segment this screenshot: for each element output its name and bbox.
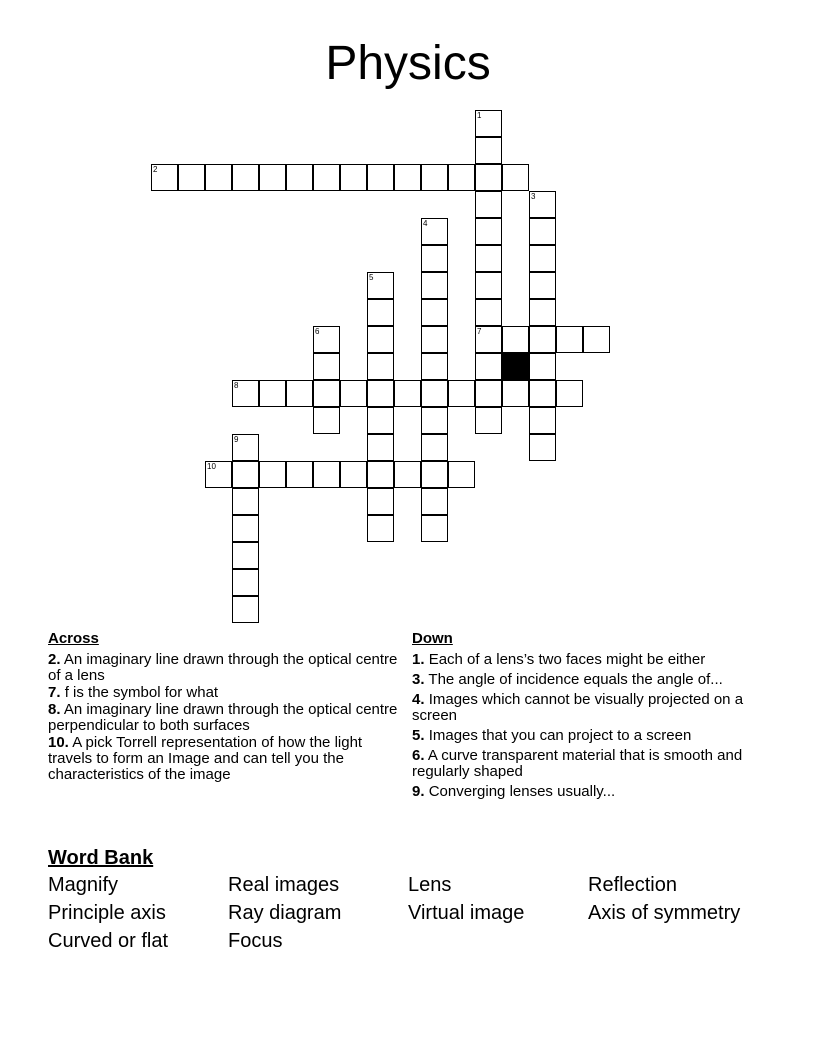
grid-cell[interactable] — [286, 380, 313, 407]
clue-text: An imaginary line drawn through the optical centre of a lens — [48, 651, 398, 684]
grid-cell[interactable] — [502, 380, 529, 407]
clue-text: f is the symbol for what — [64, 684, 219, 701]
word-bank-item: Real images — [228, 874, 340, 896]
cell-number: 9 — [234, 435, 239, 444]
grid-cell[interactable] — [394, 380, 421, 407]
grid-cell[interactable] — [313, 380, 340, 407]
grid-cell[interactable] — [529, 191, 556, 218]
grid-cell[interactable] — [367, 488, 394, 515]
clue-number: 3. — [412, 671, 425, 688]
puzzle-title: Physics — [325, 37, 491, 90]
clue-text: Each of a lens’s two faces might be either — [428, 651, 706, 668]
grid-cell[interactable] — [421, 434, 448, 461]
grid-cell[interactable] — [313, 461, 340, 488]
cell-number: 7 — [477, 327, 482, 336]
grid-cell[interactable] — [205, 461, 232, 488]
grid-cell[interactable] — [475, 353, 502, 380]
grid-cell[interactable] — [475, 110, 502, 137]
grid-cell[interactable] — [475, 245, 502, 272]
grid-cell[interactable] — [502, 326, 529, 353]
clue-number: 1. — [412, 651, 425, 668]
clue-number: 4. — [412, 691, 425, 708]
grid-cell[interactable] — [421, 218, 448, 245]
grid-cell[interactable] — [448, 461, 475, 488]
clue-text: Images which cannot be visually projected on a screen — [412, 691, 744, 724]
word-bank-item: Reflection — [588, 874, 677, 896]
word-bank-item: Virtual image — [408, 902, 525, 924]
cell-number: 4 — [423, 219, 428, 228]
grid-cell[interactable] — [394, 461, 421, 488]
grid-cell[interactable] — [529, 245, 556, 272]
cell-number: 5 — [369, 273, 374, 282]
grid-cell[interactable] — [232, 569, 259, 596]
grid-cell[interactable] — [367, 380, 394, 407]
grid-cell[interactable] — [583, 326, 610, 353]
clue-text: Images that you can project to a screen — [428, 727, 692, 744]
grid-cell[interactable] — [475, 380, 502, 407]
clue-number: 5. — [412, 727, 425, 744]
grid-cell[interactable] — [556, 326, 583, 353]
grid-block-cell — [502, 353, 529, 380]
grid-cell[interactable] — [367, 326, 394, 353]
grid-cell[interactable] — [151, 164, 178, 191]
clue-text: A pick Torrell representation of how the light travels to form an Image and can tell you the characteristics of the image — [48, 734, 363, 783]
down-heading: Down — [412, 630, 453, 647]
grid-cell[interactable] — [421, 272, 448, 299]
grid-cell[interactable] — [232, 488, 259, 515]
across-clue — [48, 652, 400, 684]
grid-cell[interactable] — [448, 164, 475, 191]
clue-number: 9. — [412, 783, 425, 800]
grid-cell[interactable] — [232, 164, 259, 191]
word-bank-item: Principle axis — [48, 902, 166, 924]
grid-cell[interactable] — [313, 353, 340, 380]
grid-cell[interactable] — [367, 299, 394, 326]
grid-cell[interactable] — [475, 299, 502, 326]
word-bank-heading: Word Bank — [48, 847, 154, 869]
cell-number: 1 — [477, 111, 482, 120]
grid-cell[interactable] — [421, 164, 448, 191]
grid-cell[interactable] — [259, 380, 286, 407]
grid-cell[interactable] — [529, 380, 556, 407]
grid-cell[interactable] — [529, 272, 556, 299]
grid-cell[interactable] — [529, 434, 556, 461]
word-bank-item: Ray diagram — [228, 902, 342, 924]
grid-cell[interactable] — [529, 299, 556, 326]
clue-text: An imaginary line drawn through the optical centre perpendicular to both surfaces — [48, 701, 398, 734]
down-clue — [412, 652, 752, 668]
word-bank-item: Lens — [408, 874, 452, 896]
clue-number: 10. — [48, 734, 69, 751]
grid-cell[interactable] — [367, 407, 394, 434]
grid-cell[interactable] — [367, 515, 394, 542]
across-clue — [48, 685, 400, 701]
grid-cell[interactable] — [232, 434, 259, 461]
down-clue — [412, 748, 752, 780]
down-clue — [412, 728, 752, 744]
across-clue — [48, 735, 400, 783]
grid-cell[interactable] — [475, 407, 502, 434]
word-bank-item: Magnify — [48, 874, 119, 896]
grid-cell[interactable] — [421, 353, 448, 380]
grid-cell[interactable] — [259, 461, 286, 488]
grid-cell[interactable] — [340, 380, 367, 407]
clue-text: A curve transparent material that is smooth and regularly shaped — [412, 747, 743, 780]
grid-cell[interactable] — [475, 191, 502, 218]
grid-cell[interactable] — [394, 164, 421, 191]
clue-number: 8. — [48, 701, 61, 718]
down-clues — [412, 630, 752, 804]
grid-cell[interactable] — [232, 596, 259, 623]
grid-cell[interactable] — [286, 461, 313, 488]
word-bank — [48, 845, 768, 953]
grid-cell[interactable] — [421, 380, 448, 407]
grid-cell[interactable] — [340, 461, 367, 488]
grid-cell[interactable] — [232, 515, 259, 542]
grid-cell[interactable] — [529, 326, 556, 353]
cell-number: 3 — [531, 192, 536, 201]
cell-number: 10 — [207, 462, 216, 471]
clue-number: 7. — [48, 684, 61, 701]
clue-number: 6. — [412, 747, 425, 764]
word-bank-item: Curved or flat — [48, 930, 169, 952]
grid-cell[interactable] — [421, 515, 448, 542]
grid-cell[interactable] — [421, 245, 448, 272]
grid-cell[interactable] — [313, 407, 340, 434]
across-clue — [48, 702, 400, 734]
down-clue — [412, 784, 752, 800]
grid-cell[interactable] — [232, 542, 259, 569]
grid-cell[interactable] — [421, 299, 448, 326]
across-heading: Across — [48, 630, 99, 647]
grid-cell[interactable] — [475, 326, 502, 353]
word-bank-item: Focus — [228, 930, 283, 952]
grid-cell[interactable] — [556, 380, 583, 407]
grid-cell[interactable] — [205, 164, 232, 191]
grid-cell[interactable] — [421, 461, 448, 488]
cell-number: 6 — [315, 327, 320, 336]
grid-cell[interactable] — [367, 353, 394, 380]
clue-text: Converging lenses usually... — [428, 783, 616, 800]
down-clue — [412, 692, 752, 724]
grid-cell[interactable] — [313, 164, 340, 191]
grid-cell[interactable] — [313, 326, 340, 353]
grid-cell[interactable] — [529, 353, 556, 380]
grid-cell[interactable] — [367, 434, 394, 461]
grid-cell[interactable] — [502, 164, 529, 191]
grid-cell[interactable] — [475, 137, 502, 164]
grid-cell[interactable] — [421, 326, 448, 353]
grid-cell[interactable] — [286, 164, 313, 191]
grid-cell[interactable] — [340, 164, 367, 191]
across-clues — [48, 630, 400, 784]
grid-cell[interactable] — [259, 164, 286, 191]
grid-cell[interactable] — [475, 164, 502, 191]
grid-cell[interactable] — [178, 164, 205, 191]
grid-cell[interactable] — [529, 218, 556, 245]
grid-cell[interactable] — [529, 407, 556, 434]
cell-number: 8 — [234, 381, 239, 390]
grid-cell[interactable] — [367, 164, 394, 191]
grid-cell[interactable] — [421, 407, 448, 434]
grid-cell[interactable] — [448, 380, 475, 407]
grid-cell[interactable] — [475, 218, 502, 245]
cell-number: 2 — [153, 165, 158, 174]
clue-number: 2. — [48, 651, 61, 668]
grid-cell[interactable] — [232, 380, 259, 407]
grid-cell[interactable] — [367, 461, 394, 488]
down-clue — [412, 672, 752, 688]
grid-cell[interactable] — [475, 272, 502, 299]
word-bank-item: Axis of symmetry — [588, 902, 741, 924]
grid-cell[interactable] — [367, 272, 394, 299]
grid-cell[interactable] — [421, 488, 448, 515]
word-bank-list — [48, 873, 768, 953]
clue-text: The angle of incidence equals the angle of... — [428, 671, 723, 688]
grid-cell[interactable] — [232, 461, 259, 488]
